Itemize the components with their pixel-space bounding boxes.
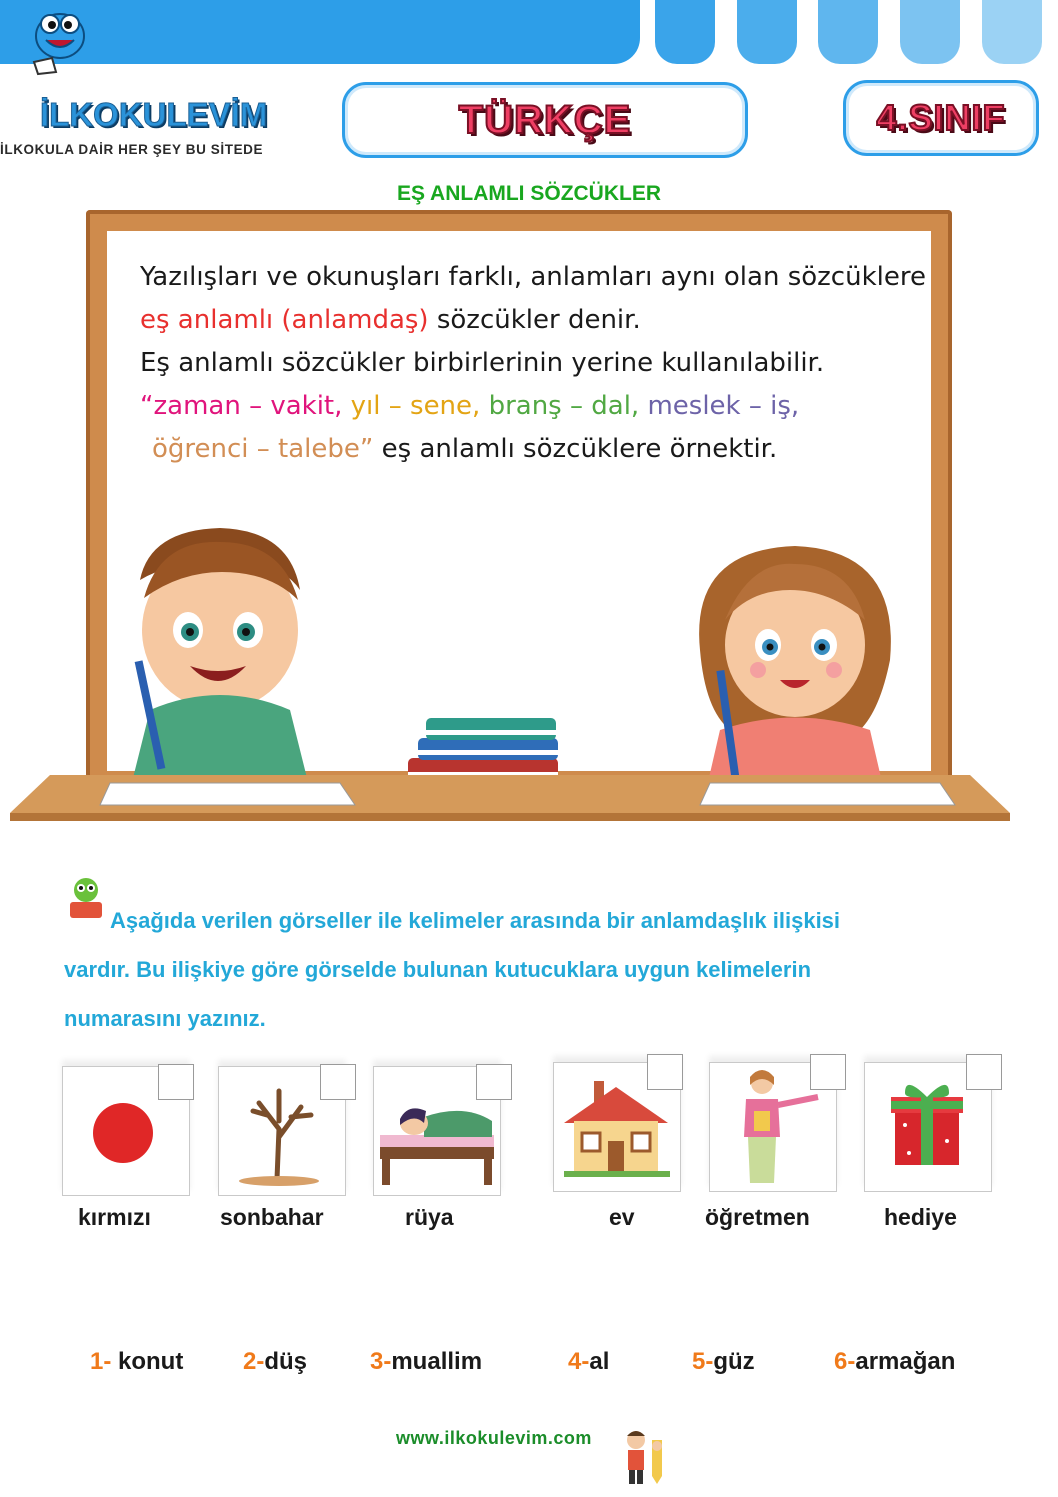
header-tab [900,0,960,64]
mascot-icon [30,6,92,76]
example-pair: branş – dal, [480,391,640,421]
instruction-line: numarasını yazınız. [64,1006,266,1031]
logo-text: İLKOKULEVİM [40,96,268,133]
card-word: kırmızı [78,1204,151,1230]
card-word: sonbahar [220,1204,324,1230]
grade-label: 4.SINIF [876,97,1006,138]
option-item: 3-muallim [370,1348,483,1375]
boy-writing-illustration [110,520,330,800]
instruction-line: Aşağıda verilen görseller ile kelimeler arasında bir anlamdaşlık ilişkisi [110,908,841,933]
kids-mascot-icon [620,1426,670,1486]
header-tab [655,0,715,64]
example-pair: yıl – sene, [342,391,481,421]
example-pair: meslek – iş, [639,391,800,421]
board-line: öğrenci – talebe” eş anlamlı sözcüklere örnektir. [152,434,778,464]
grade-badge [843,80,1039,156]
header-tab [737,0,797,64]
board-line: “zaman – vakit, yıl – sene, branş – dal, meslek – iş, [140,391,800,421]
answer-box[interactable] [647,1054,683,1090]
answer-box[interactable] [320,1064,356,1100]
example-pair: öğrenci – talebe” [152,434,374,464]
desk-illustration [10,775,1010,823]
subject-label: TÜRKÇE [458,97,632,142]
header-tab [982,0,1042,64]
header-band [0,0,640,64]
girl-writing-illustration [680,540,910,800]
header-tab [818,0,878,64]
subject-badge [342,82,748,158]
option-item: 5-güz [692,1348,755,1375]
option-item: 2-düş [243,1348,308,1375]
instruction-text [64,896,964,1043]
option-item: 6-armağan [834,1348,956,1375]
card-word: öğretmen [705,1204,810,1230]
board-text [140,256,940,471]
card-word: rüya [405,1204,454,1230]
answer-box[interactable] [810,1054,846,1090]
answer-box[interactable] [476,1064,512,1100]
page-title: EŞ ANLAMLI SÖZCÜKLER [396,182,662,205]
option-item: 1- konut [90,1348,184,1375]
tagline: İLKOKULA DAİR HER ŞEY BU SİTEDE [0,142,264,157]
board-line: eş anlamlı (anlamdaş) sözcükler denir. [140,305,641,335]
website-link[interactable]: www.ilkokulevim.com [396,1428,592,1448]
answer-box[interactable] [158,1064,194,1100]
option-item: 4-al [568,1348,610,1375]
board-line: Yazılışları ve okunuşları farklı, anlamları aynı olan sözcüklere [140,262,926,292]
highlight-term: eş anlamlı (anlamdaş) [140,305,429,335]
example-pair: zaman – vakit, [153,391,343,421]
card-word: hediye [884,1204,957,1230]
card-word: ev [609,1204,635,1230]
instruction-line: vardır. Bu ilişkiye göre görselde bulunan kutucuklara uygun kelimelerin [64,957,812,982]
board-line: Eş anlamlı sözcükler birbirlerinin yerine kullanılabilir. [140,348,825,378]
answer-box[interactable] [966,1054,1002,1090]
